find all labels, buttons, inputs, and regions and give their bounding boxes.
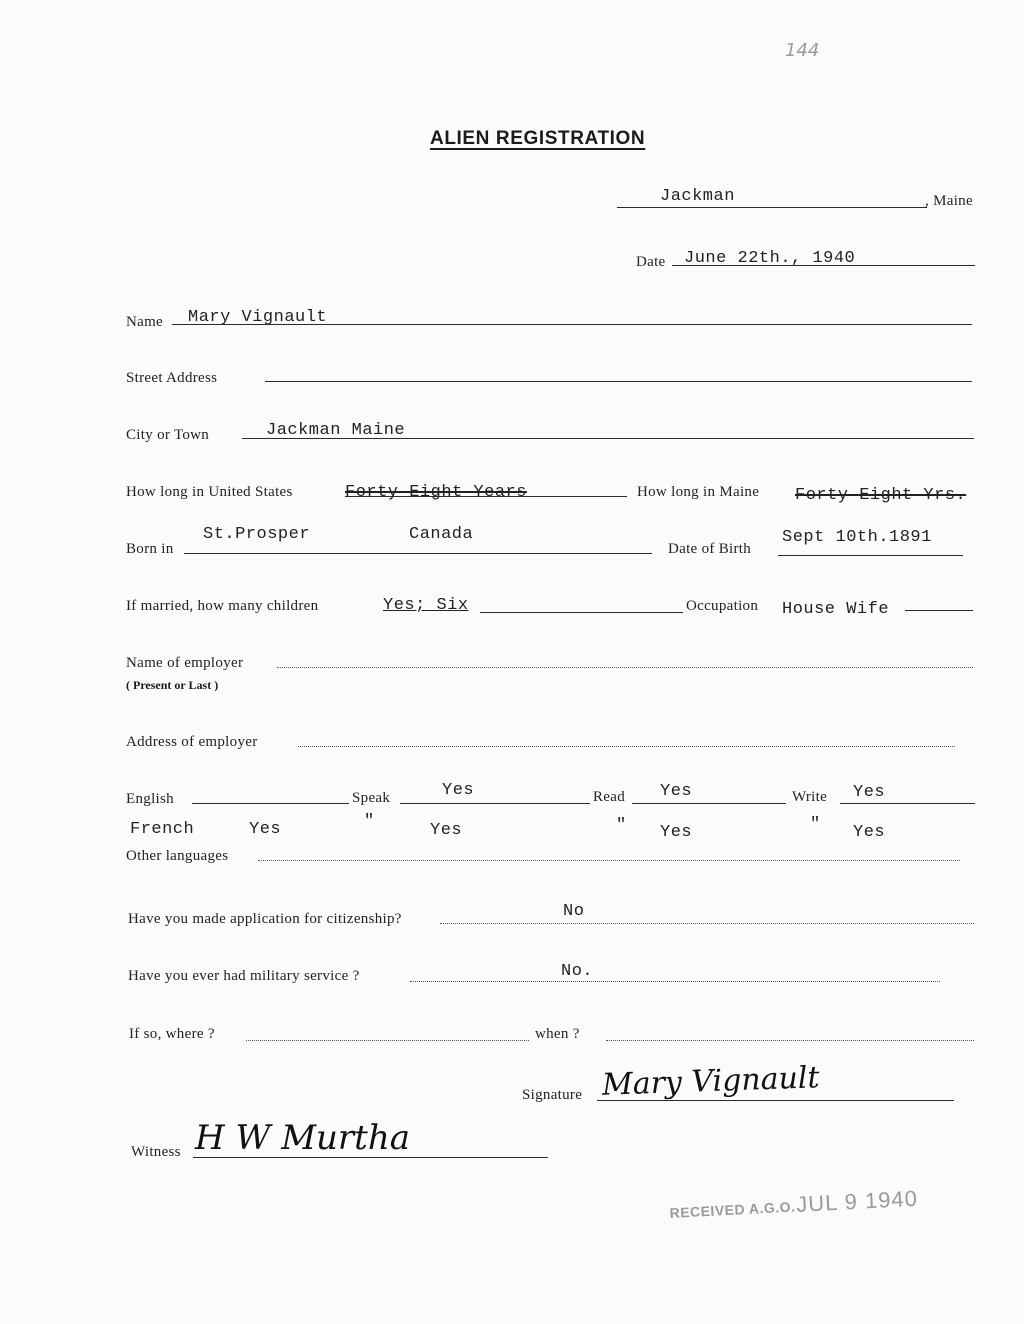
city-value: Jackman Maine xyxy=(266,421,406,440)
french-write-ditto: " xyxy=(810,815,821,834)
english-line xyxy=(192,803,349,804)
signature-line xyxy=(597,1100,954,1101)
received-stamp-date: JUL 9 1940 xyxy=(795,1185,919,1218)
employer-line xyxy=(277,667,973,668)
english-label: English xyxy=(126,791,174,807)
page-number: 144 xyxy=(785,40,820,61)
write-line xyxy=(840,803,975,804)
witness-line xyxy=(193,1157,548,1158)
date-of-birth-label: Date of Birth xyxy=(668,541,752,557)
how-long-maine-value: Forty Eight Yrs. xyxy=(795,486,967,505)
when-line xyxy=(606,1040,974,1041)
witness-label: Witness xyxy=(131,1144,181,1160)
other-languages-line xyxy=(258,860,960,861)
citizenship-label: Have you made application for citizenship? xyxy=(128,911,402,927)
town-value: Jackman xyxy=(660,187,735,206)
english-write-value: Yes xyxy=(853,783,886,802)
other-language-value: French xyxy=(130,820,195,839)
signature-label: Signature xyxy=(522,1087,583,1103)
french-yes-value: Yes xyxy=(249,820,282,839)
french-read-ditto: " xyxy=(616,816,627,835)
signature-value: Mary Vignault xyxy=(601,1060,821,1103)
name-line xyxy=(172,324,972,325)
where-label: If so, where ? xyxy=(129,1026,215,1042)
date-line xyxy=(672,265,975,266)
military-line xyxy=(410,981,940,982)
present-or-last-note: ( Present or Last ) xyxy=(126,678,219,692)
city-label: City or Town xyxy=(126,427,210,443)
state-label: , Maine xyxy=(925,193,973,209)
date-of-birth-value: Sept 10th.1891 xyxy=(782,528,932,547)
speak-label: Speak xyxy=(352,790,391,806)
form-title: ALIEN REGISTRATION xyxy=(430,128,646,149)
name-value: Mary Vignault xyxy=(188,308,328,327)
citizenship-line xyxy=(440,923,974,924)
french-write-value: Yes xyxy=(853,823,886,842)
military-value: No. xyxy=(561,962,594,981)
street-address-line xyxy=(265,381,972,382)
employer-address-label: Address of employer xyxy=(126,734,258,750)
how-long-us-value: Forty Eight Years xyxy=(345,483,527,502)
born-in-label: Born in xyxy=(126,541,174,557)
how-long-us-label: How long in United States xyxy=(126,484,293,500)
how-long-us-line xyxy=(345,496,627,497)
military-label: Have you ever had military service ? xyxy=(128,968,360,984)
employer-label: Name of employer xyxy=(126,655,244,671)
other-languages-label: Other languages xyxy=(126,848,229,864)
name-label: Name xyxy=(126,314,164,330)
town-line xyxy=(617,207,927,208)
street-address-label: Street Address xyxy=(126,370,218,386)
employer-address-line xyxy=(298,746,955,747)
date-value: June 22th., 1940 xyxy=(684,249,856,268)
witness-value: H W Murtha xyxy=(195,1118,411,1158)
children-line xyxy=(480,612,683,613)
date-of-birth-line xyxy=(778,555,963,556)
occupation-value: House Wife xyxy=(782,600,890,619)
children-value: Yes; Six xyxy=(383,596,469,615)
children-label: If married, how many children xyxy=(126,598,319,614)
where-line xyxy=(246,1040,529,1041)
read-label: Read xyxy=(593,789,626,805)
how-long-maine-label: How long in Maine xyxy=(637,484,760,500)
english-read-value: Yes xyxy=(660,782,693,801)
write-label: Write xyxy=(792,789,828,805)
city-line xyxy=(242,438,974,439)
english-speak-value: Yes xyxy=(442,781,475,800)
when-label: when ? xyxy=(535,1026,580,1042)
born-in-line xyxy=(184,553,652,554)
received-stamp-text: RECEIVED A.G.O. xyxy=(669,1198,796,1221)
speak-line xyxy=(400,803,590,804)
french-read-value: Yes xyxy=(660,823,693,842)
date-label: Date xyxy=(636,254,666,270)
born-country-value: Canada xyxy=(409,525,474,544)
occupation-label: Occupation xyxy=(686,598,759,614)
born-city-value: St.Prosper xyxy=(203,525,311,544)
french-speak-value: Yes xyxy=(430,821,463,840)
french-speak-ditto: " xyxy=(364,812,375,831)
read-line xyxy=(632,803,786,804)
citizenship-value: No xyxy=(563,902,585,921)
occupation-line xyxy=(905,610,973,611)
